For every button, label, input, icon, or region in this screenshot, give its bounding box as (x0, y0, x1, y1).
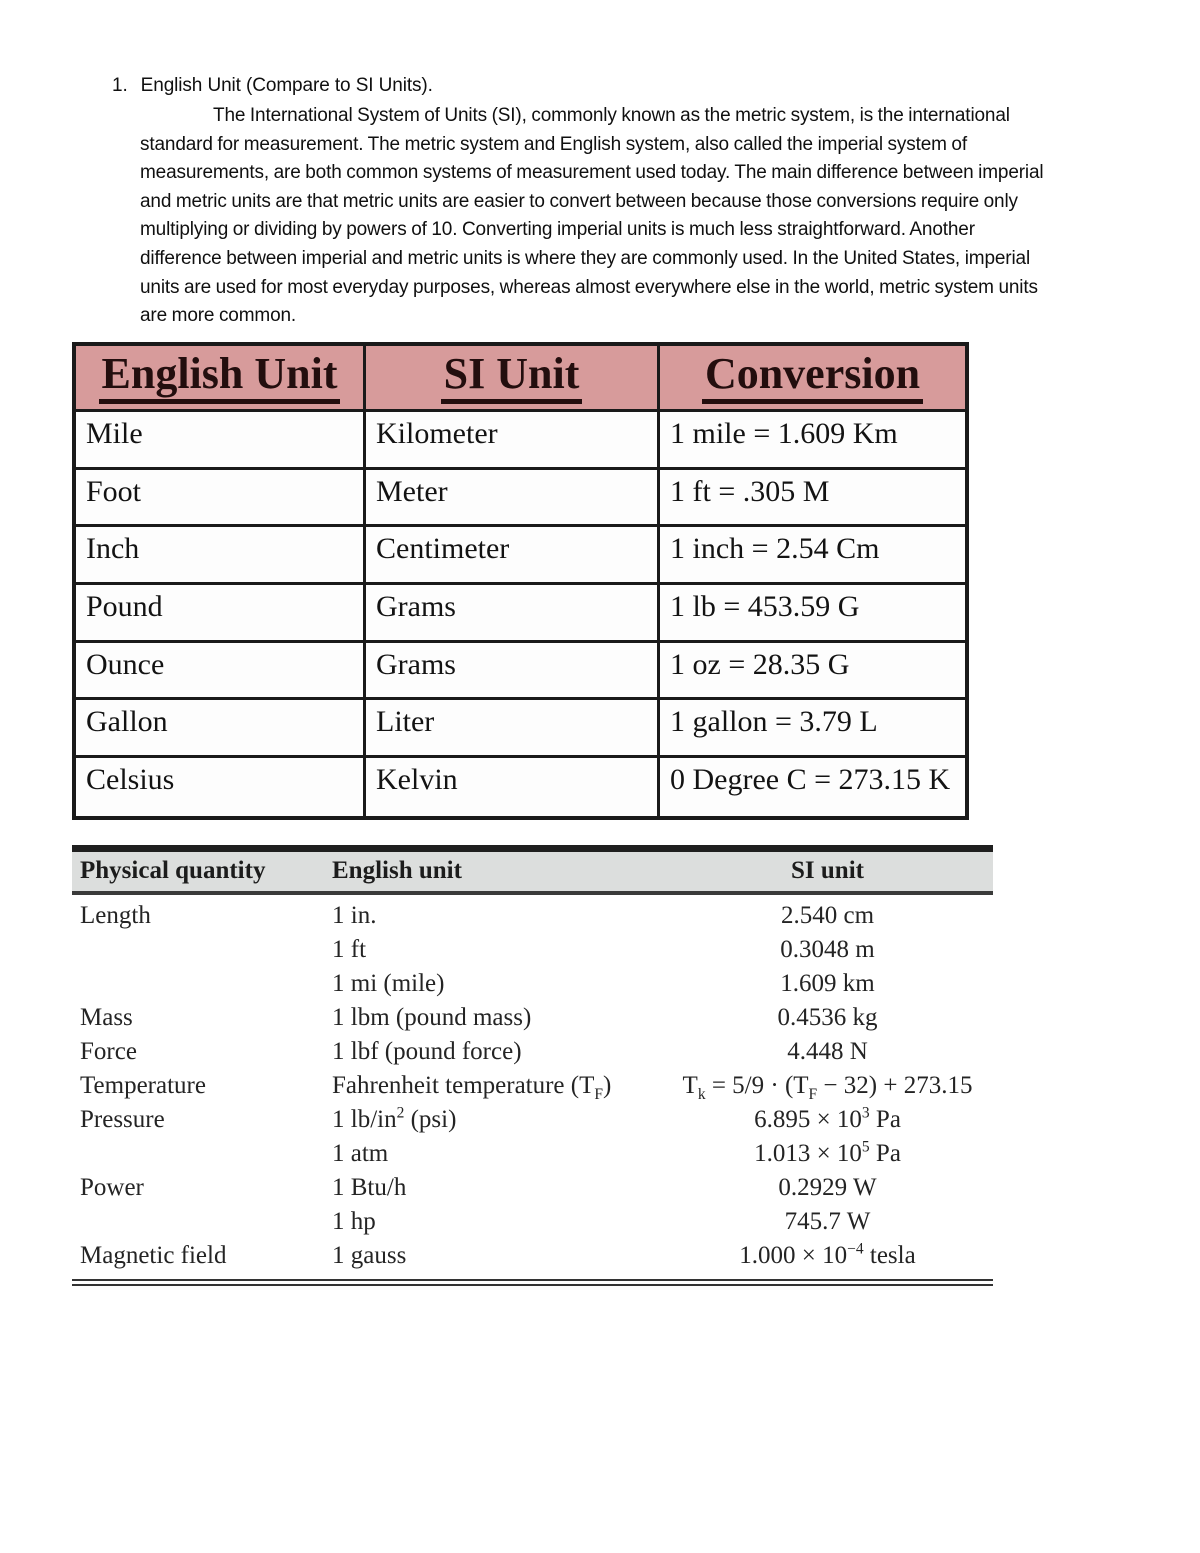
section-number: 1. (112, 75, 128, 96)
conversion-table-cell: Celsius (76, 758, 366, 816)
conversion-table-cell: Kilometer (366, 412, 660, 470)
quantity-cell: Pressure (80, 1106, 165, 1133)
si-unit-cell: $T_k = 5/9 \cdot (T_F - 32) + 273.15$ (682, 1072, 973, 1103)
paragraph-line: are more common. (140, 305, 297, 327)
conversion-table-header-english-unit: English Unit (76, 346, 366, 412)
english-unit-cell: 1 mi (mile) (332, 970, 445, 997)
paragraph-line: The International System of Units (SI), commonly known as the metric system, is the international (213, 105, 1010, 126)
conversion-table-cell: 1 gallon = 3.79 L (660, 700, 965, 758)
conversion-table-cell: Ounce (76, 643, 366, 701)
section-title: English Unit (Compare to SI Units). (140, 75, 433, 96)
header-si-unit: SI unit (791, 857, 864, 884)
conversion-table-cell: 1 oz = 28.35 G (660, 643, 965, 701)
english-unit-cell: 1 atm (332, 1140, 389, 1167)
physical-quantity-row (72, 1069, 993, 1103)
si-unit-cell: $6.895 \times 10^3$ Pa (754, 1104, 901, 1133)
conversion-table-cell: Grams (366, 643, 660, 701)
quantity-cell: Magnetic field (80, 1242, 227, 1269)
header-physical-quantity: Physical quantity (80, 857, 266, 884)
conversion-table-cell: Foot (76, 470, 366, 528)
conversion-table-cell: Pound (76, 585, 366, 643)
physical-quantity-row (72, 967, 993, 1001)
si-unit-cell: $1.013 \times 10^5$ Pa (754, 1138, 901, 1167)
conversion-table (72, 342, 969, 820)
si-unit-cell: 0.3048 m (780, 936, 875, 963)
physical-quantity-row (72, 933, 993, 967)
physical-quantity-row (72, 1171, 993, 1205)
conversion-table-cell: Centimeter (366, 527, 660, 585)
physical-quantity-row (72, 1137, 993, 1171)
conversion-table-cell: Inch (76, 527, 366, 585)
paragraph-line: measurements, are both common systems of measurement used today. The main difference between imperial (140, 162, 1044, 184)
section-heading (112, 74, 433, 98)
si-unit-cell: 0.4536 kg (777, 1004, 878, 1031)
conversion-table-header-conversion: Conversion (660, 346, 965, 412)
quantity-cell: Length (80, 902, 151, 929)
english-unit-cell: Fahrenheit temperature $(T_F)$ (332, 1072, 612, 1103)
physical-quantity-row (72, 899, 993, 933)
si-unit-cell: 2.540 cm (780, 902, 875, 929)
physical-quantity-table-header (72, 852, 993, 891)
physical-quantity-row (72, 1035, 993, 1069)
quantity-cell: Mass (80, 1004, 133, 1031)
conversion-table-cell: 1 mile = 1.609 Km (660, 412, 965, 470)
quantity-cell: Force (80, 1038, 137, 1065)
conversion-table-cell: Kelvin (366, 758, 660, 816)
physical-quantity-row (72, 1239, 993, 1273)
paragraph-line: and metric units are that metric units are easier to convert between because those conversions require only (140, 190, 1018, 212)
physical-quantity-row (72, 1103, 993, 1137)
english-unit-cell: 1 in. (332, 902, 377, 929)
si-unit-cell: 4.448 N (787, 1038, 868, 1065)
si-unit-cell: 0.2929 W (778, 1174, 877, 1201)
quantity-cell: Power (80, 1174, 144, 1201)
paragraph-line: standard for measurement. The metric system and English system, also called the imperial system of (140, 133, 967, 155)
physical-quantity-row (72, 1001, 993, 1035)
conversion-table-cell: 1 ft = .305 M (660, 470, 965, 528)
physical-quantity-table-body (72, 895, 993, 1279)
english-unit-cell: 1 $lb/in^2$ (psi) (332, 1104, 457, 1133)
conversion-table-cell: Gallon (76, 700, 366, 758)
conversion-table-cell: 1 lb = 453.59 G (660, 585, 965, 643)
paragraph-line: units are used for most everyday purposes, whereas almost everywhere else in the world, metric system units (140, 276, 1038, 298)
english-unit-cell: 1 gauss (332, 1242, 407, 1269)
english-unit-cell: 1 lbm (pound mass) (332, 1004, 532, 1031)
conversion-table-header-si-unit: SI Unit (366, 346, 660, 412)
quantity-cell: Temperature (80, 1072, 206, 1099)
physical-quantity-table (72, 845, 993, 1286)
conversion-table-cell: Liter (366, 700, 660, 758)
physical-quantity-row (72, 1205, 993, 1239)
si-unit-cell: 745.7 W (784, 1208, 871, 1235)
conversion-table-cell: Grams (366, 585, 660, 643)
conversion-table-cell: Meter (366, 470, 660, 528)
si-unit-cell: $1.000 \times 10^{-4}$ tesla (739, 1240, 916, 1269)
conversion-table-cell: 0 Degree C = 273.15 K (660, 758, 965, 816)
intro-paragraph (140, 102, 1043, 331)
english-unit-cell: 1 ft (332, 936, 367, 963)
table-bottom-double-rule (72, 1279, 993, 1286)
si-unit-cell: 1.609 km (780, 970, 875, 997)
paragraph-line: difference between imperial and metric units is where they are commonly used. In the United States, imperial (140, 247, 1031, 269)
paragraph-line: multiplying or dividing by powers of 10. Converting imperial units is much less straightforward. Another (140, 219, 975, 241)
conversion-table-cell: 1 inch = 2.54 Cm (660, 527, 965, 585)
table-top-rule (72, 845, 993, 852)
english-unit-cell: 1 Btu/h (332, 1174, 407, 1201)
english-unit-cell: 1 lbf (pound force) (332, 1038, 522, 1065)
conversion-table-cell: Mile (76, 412, 366, 470)
english-unit-cell: 1 hp (332, 1208, 376, 1235)
header-english-unit: English unit (332, 857, 462, 884)
